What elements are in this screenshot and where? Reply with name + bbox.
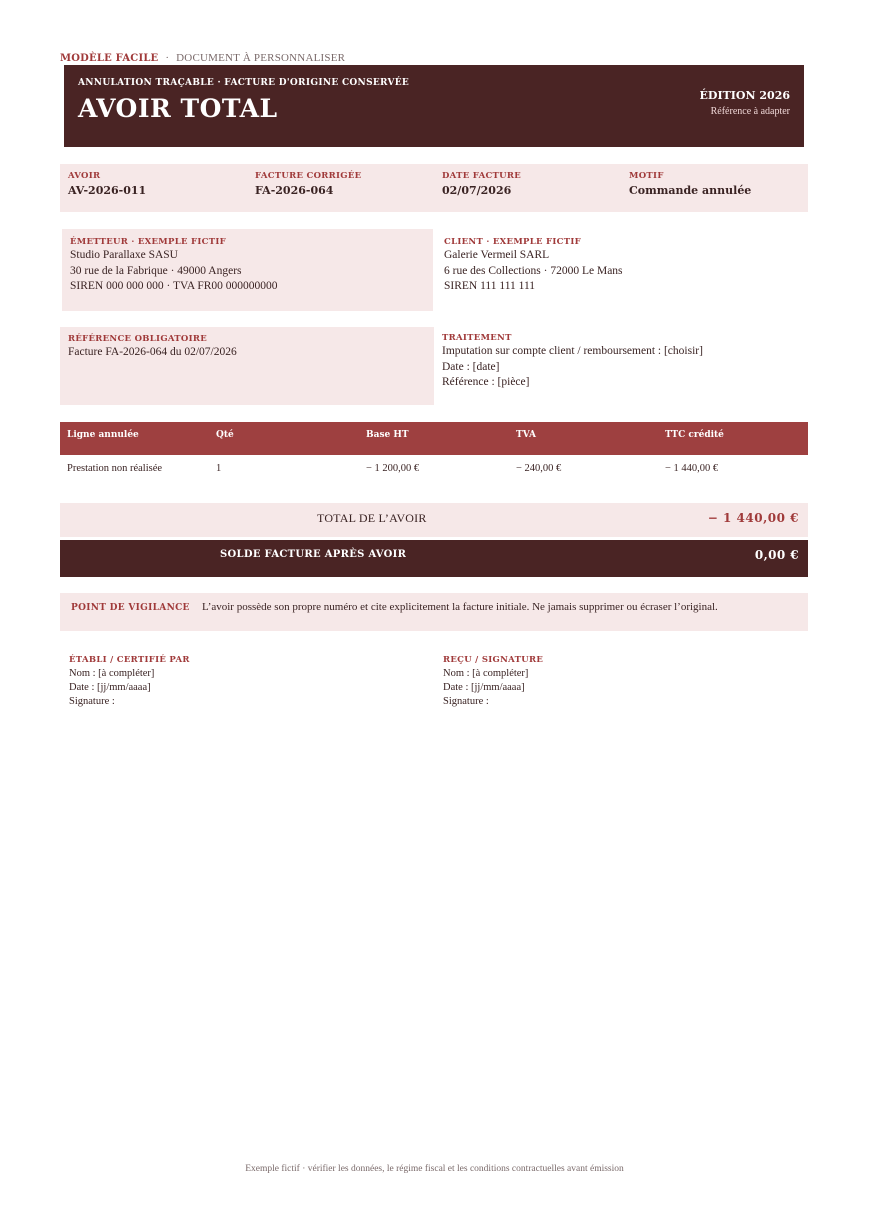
signature-line: Date : [jj/mm/aaaa] (443, 682, 525, 693)
signature-line: Nom : [à compléter] (69, 668, 155, 679)
meta-bar (60, 164, 808, 212)
meta-value: Commande annulée (629, 184, 752, 197)
total-label: TOTAL DE L’AVOIR (317, 511, 427, 525)
signature-line: Date : [jj/mm/aaaa] (69, 682, 151, 693)
emitter-line: 30 rue de la Fabrique · 49000 Angers (70, 264, 242, 277)
signature-line: Signature : (69, 696, 115, 707)
column-header: Base HT (366, 430, 409, 440)
separator: · (165, 52, 170, 64)
reference-line: Facture FA-2026-064 du 02/07/2026 (68, 346, 237, 358)
footer-note: Exemple fictif · vérifier les données, le régime fiscal et les conditions contractuelles avant émission (245, 1164, 624, 1174)
top-line (60, 52, 345, 64)
client-line: SIREN 111 111 111 (444, 280, 536, 292)
page-title: AVOIR TOTAL (78, 94, 278, 123)
meta-date (442, 171, 521, 197)
table-cell: 1 (216, 463, 222, 474)
reference-label: RÉFÉRENCE OBLIGATOIRE (68, 334, 208, 344)
signature-label: ÉTABLI / CERTIFIÉ PAR (69, 655, 190, 665)
total-row (60, 503, 808, 537)
meta-value: FA-2026-064 (255, 184, 334, 197)
meta-value: AV-2026-011 (68, 184, 147, 197)
table-cell: − 1 440,00 € (665, 463, 719, 474)
signature-issuer (69, 655, 190, 709)
edition-label: ÉDITION 2026 (699, 89, 790, 102)
treatment-line: Imputation sur compte client / remboursement : [choisir] (442, 345, 703, 357)
emitter-box (62, 229, 433, 311)
client-label: CLIENT · EXEMPLE FICTIF (444, 237, 581, 247)
table-header (60, 422, 808, 455)
document-subtitle: DOCUMENT À PERSONNALISER (176, 52, 346, 64)
column-header: Qté (216, 430, 234, 440)
client-line: 6 rue des Collections · 72000 Le Mans (444, 264, 623, 277)
treatment-line: Date : [date] (442, 360, 500, 373)
meta-label: AVOIR (68, 171, 101, 181)
signature-line: Nom : [à compléter] (443, 668, 529, 679)
balance-label: SOLDE FACTURE APRÈS AVOIR (220, 549, 407, 560)
signature-label: REÇU / SIGNATURE (443, 655, 544, 665)
reference-note: Référence à adapter (710, 106, 790, 117)
table-cell: Prestation non réalisée (67, 463, 163, 474)
column-header: TVA (516, 430, 536, 440)
balance-amount: 0,00 € (754, 548, 799, 562)
client-block (444, 237, 623, 295)
meta-label: DATE FACTURE (442, 171, 522, 181)
table-cell: − 1 200,00 € (366, 463, 420, 474)
reference-box (60, 327, 434, 405)
column-header: Ligne annulée (67, 430, 139, 440)
brand-label: MODÈLE FACILE (60, 53, 159, 64)
meta-motif (629, 171, 751, 197)
balance-row (60, 540, 808, 577)
meta-value: 02/07/2026 (442, 184, 512, 197)
total-amount: − 1 440,00 € (707, 511, 799, 525)
meta-facture (255, 171, 361, 197)
emitter-line: Studio Parallaxe SASU (70, 249, 178, 261)
banner-kicker: ANNULATION TRAÇABLE · FACTURE D'ORIGINE CONSERVÉE (78, 78, 410, 88)
client-line: Galerie Vermeil SARL (444, 249, 550, 261)
signature-line: Signature : (443, 696, 489, 707)
treatment-label: TRAITEMENT (442, 333, 512, 343)
table-cell: − 240,00 € (516, 463, 562, 474)
column-header: TTC crédité (665, 430, 724, 440)
lines-table (60, 422, 808, 495)
emitter-line: SIREN 000 000 000 · TVA FR00 000000000 (70, 280, 278, 292)
vigilance-box (60, 593, 808, 631)
meta-label: FACTURE CORRIGÉE (255, 171, 362, 181)
meta-label: MOTIF (629, 171, 664, 181)
vigilance-text: L’avoir possède son propre numéro et cite explicitement la facture initiale. Ne jamais supprimer ou écraser l’original. (202, 601, 718, 613)
signature-recipient (443, 655, 543, 709)
treatment-line: Référence : [pièce] (442, 376, 530, 388)
table-row (60, 455, 808, 495)
emitter-label: ÉMETTEUR · EXEMPLE FICTIF (70, 237, 226, 247)
treatment-block (442, 333, 703, 391)
vigilance-label: POINT DE VIGILANCE (71, 603, 190, 613)
meta-avoir (68, 171, 146, 197)
title-banner (64, 65, 804, 147)
